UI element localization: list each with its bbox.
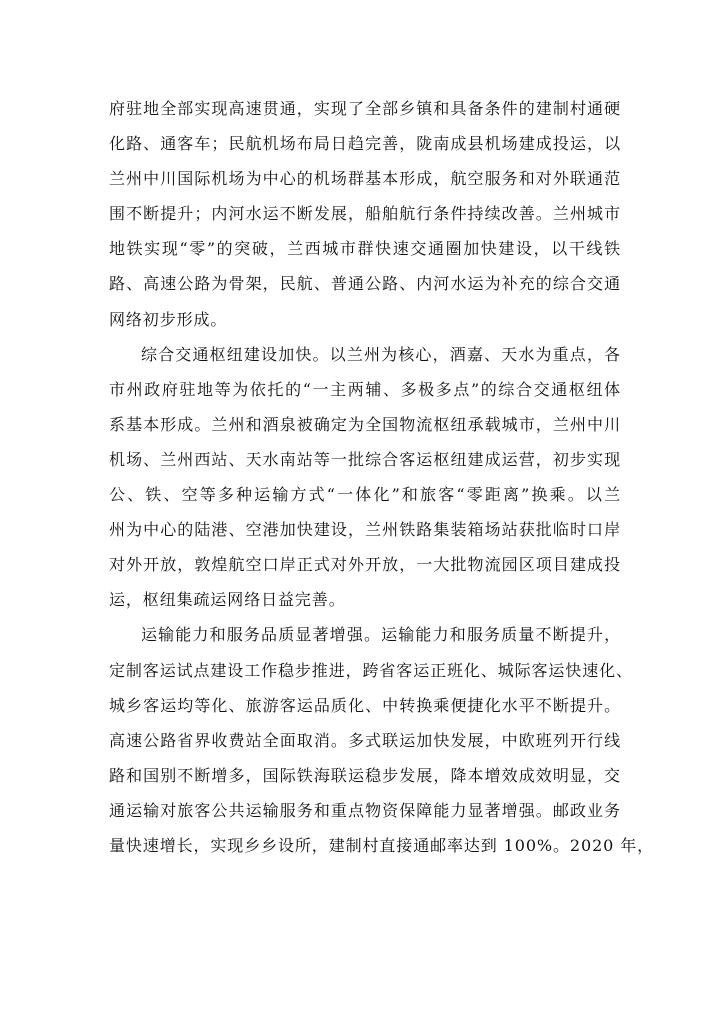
text-line: 公、铁、空等多种运输方式“一体化”和旅客“零距离”换乘。以兰 (109, 485, 621, 505)
text-line: 对外开放，敦煌航空口岸正式对外开放，一大批物流园区项目建成投 (109, 555, 621, 575)
text-line: 兰州中川国际机场为中心的机场群基本形成，航空服务和对外联通范 (109, 169, 621, 189)
text-line: 城乡客运均等化、旅游客运品质化、中转换乘便捷化水平不断提升。 (109, 695, 621, 715)
text-line: 围不断提升；内河水运不断发展，船舶航行条件持续改善。兰州城市 (109, 204, 621, 224)
text-line: 路、高速公路为骨架，民航、普通公路、内河水运为补充的综合交通 (109, 274, 621, 294)
text-line: 府驻地全部实现高速贯通，实现了全部乡镇和具备条件的建制村通硬 (109, 99, 621, 118)
text-line: 系基本形成。兰州和酒泉被确定为全国物流枢纽承载城市，兰州中川 (109, 414, 621, 434)
text-line: 路和国别不断增多，国际铁海联运稳步发展，降本增效成效明显，交 (109, 765, 621, 785)
text-line: 州为中心的陆港、空港加快建设，兰州铁路集装箱场站获批临时口岸 (109, 520, 621, 540)
text-line: 网络初步形成。 (109, 309, 228, 329)
text-line: 化路、通客车；民航机场布局日趋完善，陇南成县机场建成投运，以 (109, 134, 621, 154)
text-line: 定制客运试点建设工作稳步推进，跨省客运正班化、城际客运快速化、 (109, 660, 633, 680)
text-line: 运，枢纽集疏运网络日益完善。 (109, 590, 346, 610)
paragraph-heading-line: 运输能力和服务品质显著增强。运输能力和服务质量不断提升， (141, 625, 621, 645)
text-line: 通运输对旅客公共运输服务和重点物资保障能力显著增强。邮政业务 (109, 800, 621, 820)
text-line: 高速公路省界收费站全面取消。多式联运加快发展，中欧班列开行线 (109, 730, 621, 750)
text-line: 机场、兰州西站、天水南站等一批综合客运枢纽建成运营，初步实现 (109, 449, 621, 469)
text-line: 量快速增长，实现乡乡设所，建制村直接通邮率达到 100%。2020 年， (109, 835, 655, 855)
text-line: 市州政府驻地等为依托的“一主两辅、多极多点”的综合交通枢纽体 (109, 379, 621, 399)
text-line: 地铁实现“零”的突破，兰西城市群快速交通圈加快建设，以干线铁 (109, 239, 621, 259)
body-text (109, 91, 655, 863)
paragraph-heading-line: 综合交通枢纽建设加快。以兰州为核心，酒嘉、天水为重点，各 (141, 344, 621, 364)
